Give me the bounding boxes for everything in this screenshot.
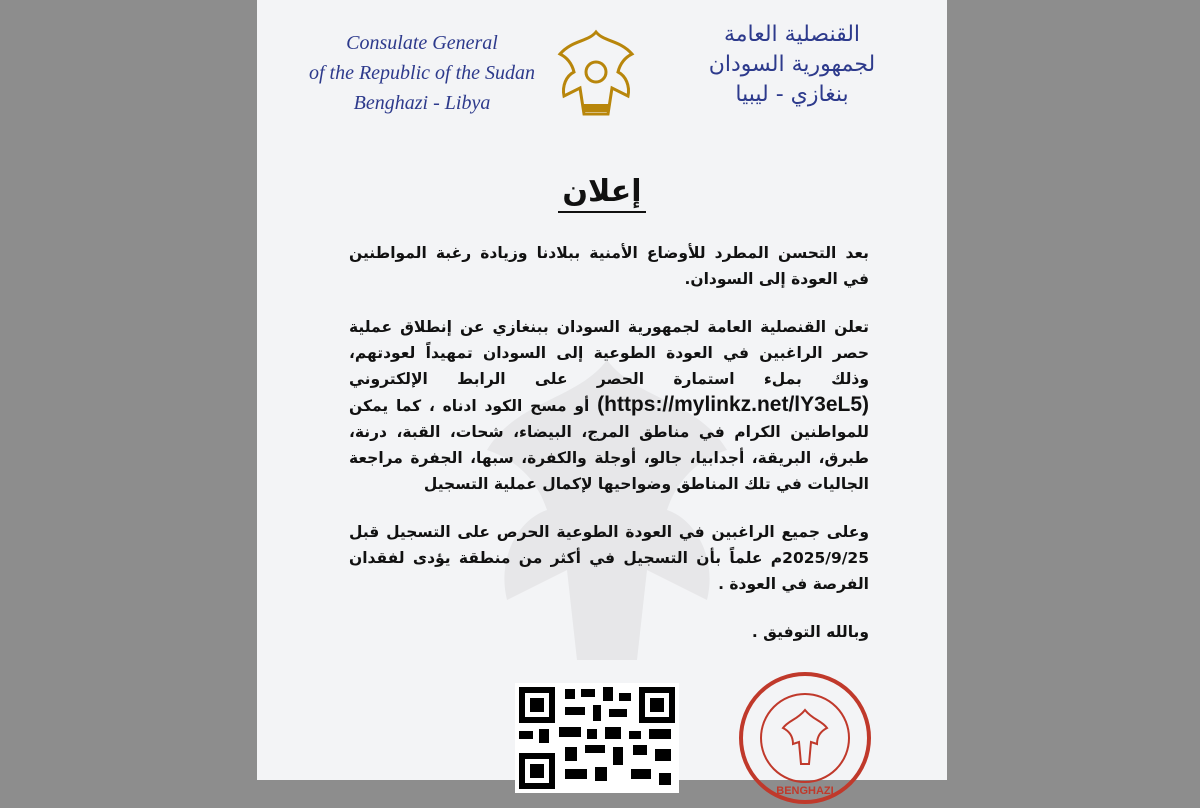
paragraph-1: بعد التحسن المطرد للأوضاع الأمنية ببلادنا وزيادة رغبة المواطنين في العودة إلى السودان. bbox=[349, 244, 869, 288]
header-en-line-2: of the Republic of the Sudan bbox=[308, 62, 536, 84]
registration-link[interactable]: (https://mylinkz.net/lY3eL5) bbox=[597, 393, 869, 416]
paragraph-2-intro: تعلن القنصلية العامة لجمهورية السودان ببنغازي عن إنطلاق عملية حصر الراغبين في العودة الطوعية إلى السودان تمهيداً لعودتهم، وذلك بملء استمارة الحصر على الرابط الإلكتروني bbox=[349, 318, 869, 388]
announcement-title-wrap bbox=[257, 174, 947, 209]
official-stamp bbox=[735, 668, 875, 808]
announcement-body bbox=[349, 240, 869, 667]
paragraph-2-rest: أو مسح الكود ادناه ، كما يمكن للمواطنين الكرام في مناطق المرج، البيضاء، شحات، القبة، درنة، طبرق، البريقة، أجدابيا، جالو، أوجلة والكفرة، سبها، الجفرة مراجعة الجاليات في تلك المناطق وضواحيها لإكمال عملية التسجيل bbox=[349, 397, 869, 493]
sudan-emblem-icon bbox=[554, 28, 638, 120]
announcement-title: إعلان bbox=[558, 174, 645, 213]
paragraph-3: وعلى جميع الراغبين في العودة الطوعية الحرص على التسجيل قبل 2025/9/25م علماً بأن التسجيل في أكثر من منطقة يؤدى لفقدان الفرصة في العودة . bbox=[349, 523, 869, 593]
qr-code[interactable] bbox=[515, 683, 679, 793]
consulate-arabic-header bbox=[687, 20, 897, 110]
closing-line: وبالله التوفيق . bbox=[751, 623, 869, 641]
stamp-city-text: BENGHAZI bbox=[776, 785, 834, 797]
header-ar-line-3: بنغازي - ليبيا bbox=[735, 82, 849, 107]
consulate-english-header bbox=[307, 28, 537, 118]
header-en-line-1: Consulate General bbox=[346, 32, 498, 54]
header-en-line-3: Benghazi - Libya bbox=[353, 92, 491, 114]
header-ar-line-2: لجمهورية السودان bbox=[708, 52, 876, 77]
header-ar-line-1: القنصلية العامة bbox=[723, 22, 861, 47]
announcement-page bbox=[257, 0, 947, 797]
paragraph-2 bbox=[349, 314, 869, 497]
